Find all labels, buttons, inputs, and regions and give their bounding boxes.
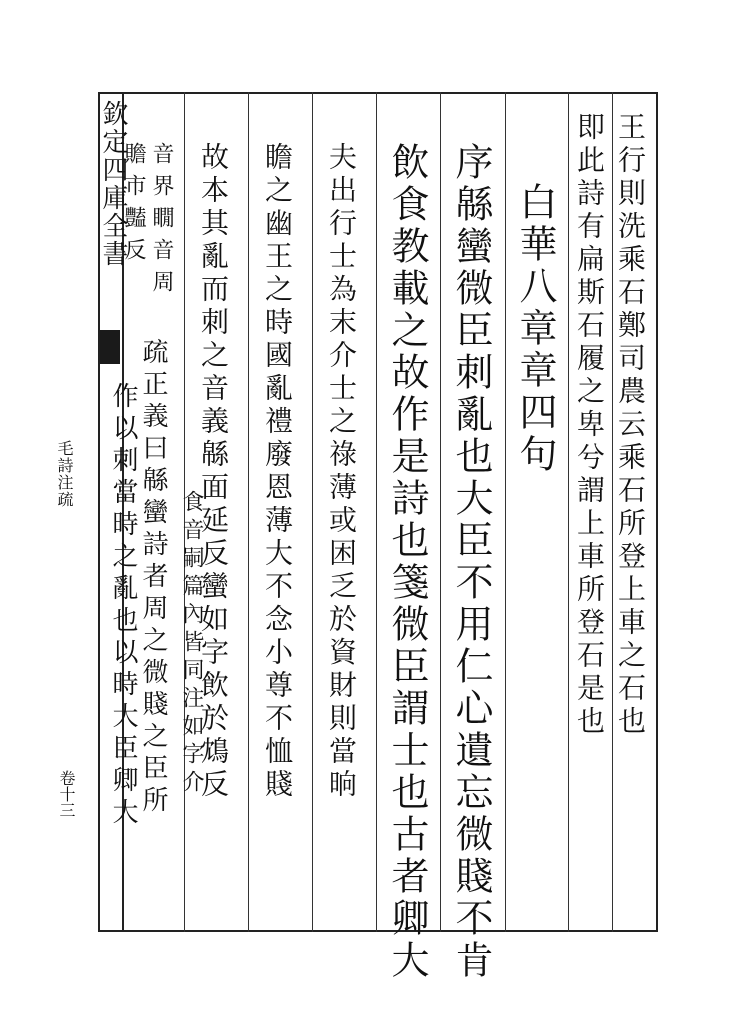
text-column: 夫出行士為末介士之祿薄或困乏於資財則當晌: [325, 142, 358, 802]
book-title: 欽定四庫全書: [98, 100, 128, 268]
frame-right-border: [656, 92, 658, 932]
text-column: 故本其亂而刺之音義緜面延反蠻如字飲於鴆反: [197, 142, 230, 802]
annotation-column: 食音嗣篇內皆同注如字介: [179, 490, 204, 798]
column-rule: [312, 92, 313, 932]
page-number: 卷十三: [57, 770, 76, 818]
text-column: 王行則洗乘石鄭司農云乘石所登上車之石也: [614, 112, 647, 739]
column-rule: [248, 92, 249, 932]
text-column: 飲食教載之故作是詩也箋微臣謂士也古者卿大: [385, 142, 429, 982]
frame-bottom-border: [98, 930, 658, 932]
column-rule: [505, 92, 506, 932]
text-column: 序緜蠻微臣刺亂也大臣不用仁心遺忘微賤不肯: [449, 142, 493, 982]
column-rule: [376, 92, 377, 932]
fishtail-mark-icon: [100, 330, 120, 364]
text-column: 瞻之幽王之時國亂禮廢恩薄大不念小尊不恤賤: [261, 142, 294, 802]
annotation-column: 音界瞯音周: [149, 142, 174, 302]
commentary-column: 作以刺當時之亂也以時大臣卿大: [108, 382, 138, 830]
frame-top-border: [98, 92, 658, 94]
heading-column: 白華八章章四句: [513, 182, 557, 476]
annotation-column: 贍市豔反: [121, 142, 146, 270]
commentary-column: 疏正義曰緜蠻詩者周之微賤之臣所: [138, 338, 168, 818]
section-label: 毛詩注疏: [55, 440, 74, 508]
column-rule: [440, 92, 441, 932]
column-rule: [612, 92, 613, 932]
column-rule: [568, 92, 569, 932]
text-column: 即此詩有扁斯石履之卑兮謂上車所登石是也: [573, 112, 606, 739]
